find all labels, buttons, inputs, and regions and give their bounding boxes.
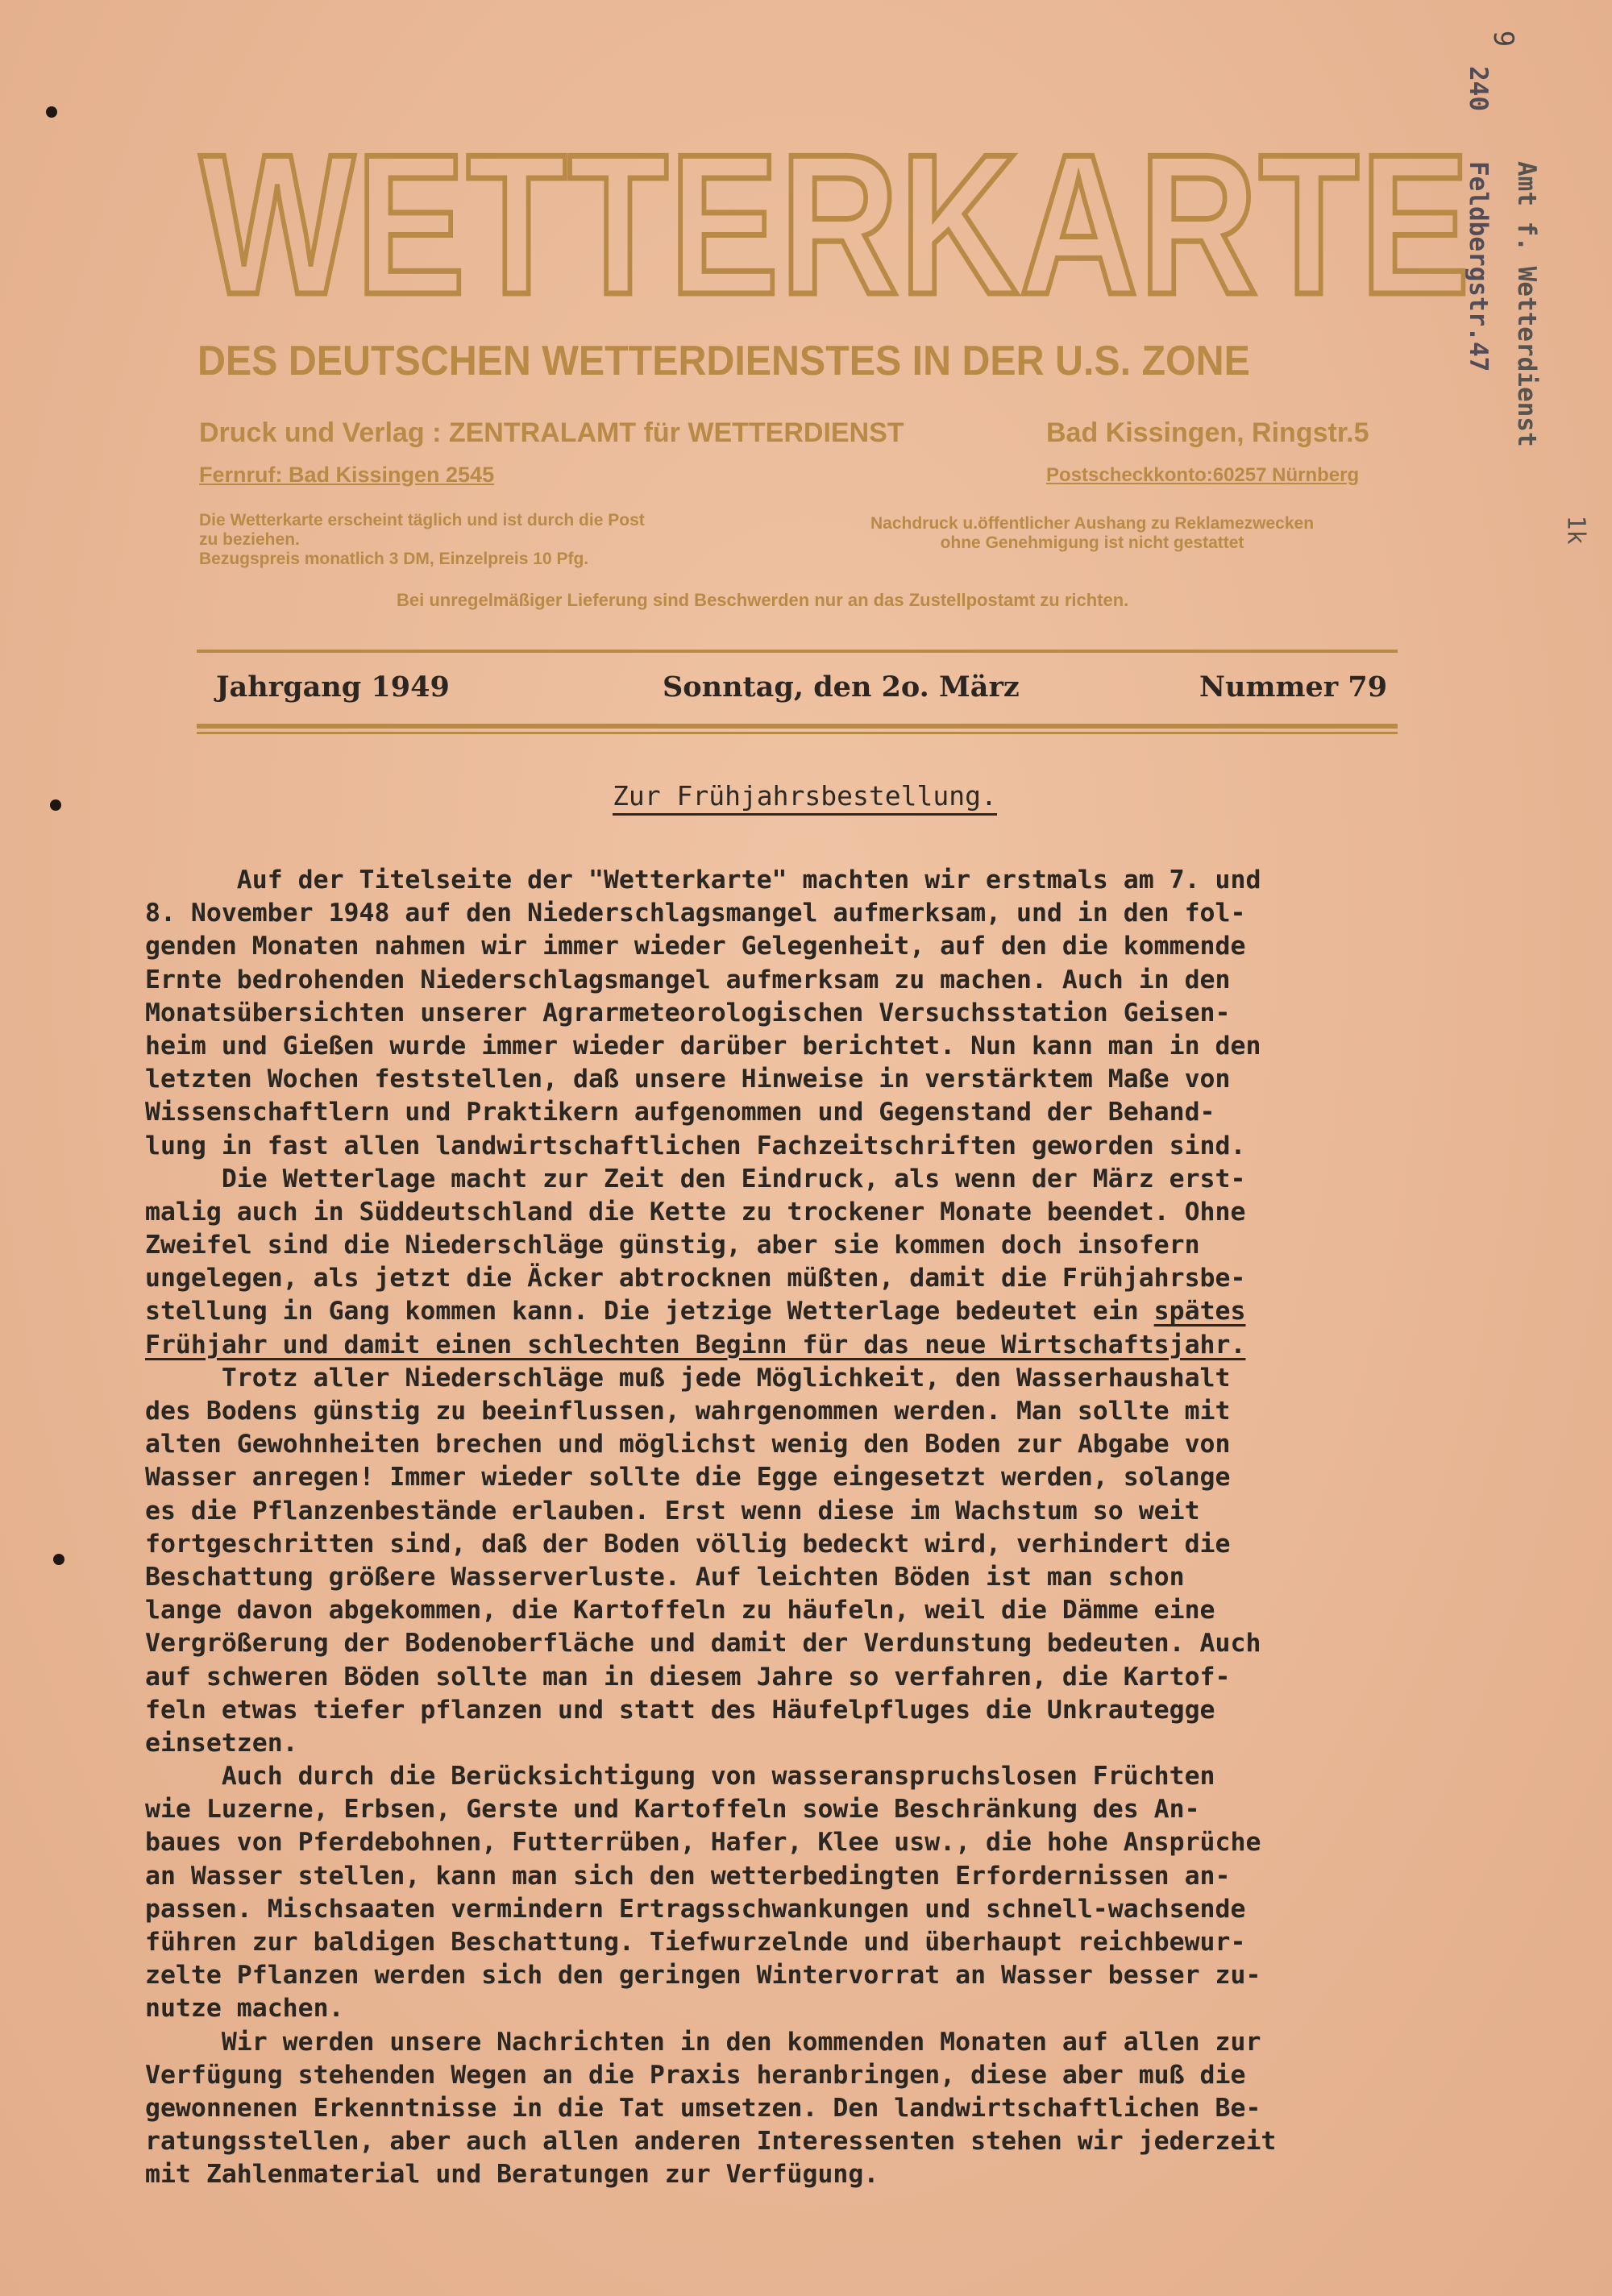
divider-rule: [197, 732, 1398, 734]
notice-line: Nachdruck u.öffentlicher Aushang zu Reklamezwecken: [870, 514, 1315, 533]
article-line: mit Zahlenmaterial und Beratungen zur Verfügung.: [145, 2160, 879, 2190]
article-line: Trotz aller Niederschläge muß jede Möglichkeit, den Wasserhaushalt: [145, 1363, 1231, 1393]
article-line: Auf der Titelseite der "Wetterkarte" machten wir erstmals am 7. und: [145, 866, 1261, 895]
article-line: Ernte bedrohenden Niederschlagsmangel aufmerksam zu machen. Auch in den: [145, 965, 1231, 994]
article-line: ratungsstellen, aber auch allen anderen Interessenten stehen wir jederzeit: [145, 2127, 1277, 2157]
article-line: nutze machen.: [145, 1994, 344, 2024]
article-line: genden Monaten nahmen wir immer wieder Gelegenheit, auf den die kommende: [145, 932, 1246, 961]
article-line: 8. November 1948 auf den Niederschlagsmangel aufmerksam, und in den fol-: [145, 899, 1246, 928]
article-line: Frühjahr und damit einen schlechten Beginn für das neue Wirtschaftsjahr.: [145, 1330, 1246, 1360]
article-line: passen. Mischsaaten vermindern Ertragsschwankungen und schnell-wachsende: [145, 1894, 1246, 1924]
masthead-subtitle: DES DEUTSCHEN WETTERDIENSTES IN DER U.S. ZONE: [197, 338, 1250, 384]
article-line: einsetzen.: [145, 1728, 298, 1758]
article-line: auf schweren Böden sollte man in diesem Jahre so verfahren, die Kartof-: [145, 1662, 1231, 1692]
article-heading: Zur Frühjahrsbestellung.: [613, 780, 997, 816]
article-line: stellung in Gang kommen kann. Die jetzige Wetterlage bedeutet ein spätes: [145, 1297, 1246, 1327]
side-mark: 1k: [1561, 515, 1590, 545]
article-line: zelte Pflanzen werden sich den geringen Wintervorrat an Wasser besser zu-: [145, 1961, 1261, 1991]
phone: Fernruf: Bad Kissingen 2545: [199, 463, 495, 487]
divider-rule: [197, 650, 1398, 653]
article-line: gewonnenen Erkenntnisse in die Tat umsetzen. Den landwirtschaftlichen Be-: [145, 2093, 1261, 2123]
divider-rule: [197, 724, 1398, 729]
publisher: Druck und Verlag : ZENTRALAMT für WETTERDIENST: [199, 417, 904, 448]
reprint-notice: [870, 514, 1314, 553]
article-line: feln etwas tiefer pflanzen und statt des Häufelpfluges die Unkrautegge: [145, 1695, 1215, 1725]
article-line: es die Pflanzenbestände erlauben. Erst wenn diese im Wachstum so weit: [145, 1496, 1200, 1526]
article-line: Wasser anregen! Immer wieder sollte die Egge eingesetzt werden, solange: [145, 1463, 1231, 1493]
subscription-notice: [199, 511, 645, 569]
article-line: Zweifel sind die Niederschläge günstig, aber sie kommen doch insofern: [145, 1231, 1200, 1260]
article-line: alten Gewohnheiten brechen und möglichst wenig den Boden zur Abgabe von: [145, 1430, 1231, 1459]
article-line: Auch durch die Berücksichtigung von wasseranspruchslosen Früchten: [145, 1762, 1215, 1792]
article-body: [145, 864, 1483, 2192]
article-line: Wir werden unsere Nachrichten in den kommenden Monaten auf allen zur: [145, 2027, 1261, 2057]
stamp-code: 240: [1464, 66, 1493, 111]
delivery-complaint-notice: Bei unregelmäßiger Lieferung sind Beschwerden nur an das Zustellpostamt zu richten.: [397, 590, 1129, 610]
article-line: an Wasser stellen, kann man sich den wetterbedingten Erfordernissen an-: [145, 1861, 1231, 1891]
issue-year: Jahrgang 1949: [216, 671, 450, 704]
article-line: führen zur baldigen Beschattung. Tiefwurzelnde und überhaupt reichbewur-: [145, 1928, 1246, 1957]
issue-date: Sonntag, den 2o. März: [663, 671, 1020, 704]
article-line: Wissenschaftlern und Praktikern aufgenommen und Gegenstand der Behand-: [145, 1098, 1215, 1127]
address: Bad Kissingen, Ringstr.5: [1046, 417, 1369, 448]
article-line: Die Wetterlage macht zur Zeit den Eindruck, als wenn der März erst-: [145, 1164, 1246, 1194]
masthead-title: [200, 112, 1472, 336]
article-line: fortgeschritten sind, daß der Boden völlig bedeckt wird, verhindert die: [145, 1529, 1231, 1559]
punch-hole: [46, 106, 57, 118]
article-line: Vergrößerung der Bodenoberfläche und damit der Verdunstung bedeuten. Auch: [145, 1629, 1261, 1659]
notice-line: zu beziehen.: [199, 530, 300, 549]
article-line: des Bodens günstig zu beeinflussen, wahrgenommen werden. Man sollte mit: [145, 1397, 1231, 1426]
article-line: Monatsübersichten unserer Agrarmeteorologischen Versuchsstation Geisen-: [145, 998, 1231, 1028]
punch-hole: [50, 799, 61, 811]
article-line: heim und Gießen wurde immer wieder darüber berichtet. Nun kann man in den: [145, 1031, 1261, 1061]
punch-hole: [53, 1554, 64, 1565]
issue-number: Nummer 79: [1199, 671, 1388, 704]
notice-line: Bezugspreis monatlich 3 DM, Einzelpreis 10 Pfg.: [199, 550, 589, 568]
masthead-title-text: WETTERKARTE: [200, 112, 1472, 336]
article-line: baues von Pferdebohnen, Futterrüben, Hafer, Klee usw., die hohe Ansprüche: [145, 1828, 1261, 1858]
stamp-office: Amt f. Wetterdienst: [1512, 161, 1541, 447]
article-line: Verfügung stehenden Wegen an die Praxis heranbringen, diese aber muß die: [145, 2060, 1246, 2090]
article-line: malig auch in Süddeutschland die Kette zu trockener Monate beendet. Ohne: [145, 1197, 1246, 1227]
notice-line: ohne Genehmigung ist nicht gestattet: [940, 534, 1244, 552]
article-line: Beschattung größere Wasserverluste. Auf leichten Böden ist man schon: [145, 1562, 1185, 1592]
postcheck-account: Postscheckkonto:60257 Nürnberg: [1046, 464, 1360, 486]
article-line: ungelegen, als jetzt die Äcker abtrocknen müßten, damit die Frühjahrsbe-: [145, 1264, 1246, 1293]
article-line: letzten Wochen feststellen, daß unsere Hinweise in verstärktem Maße von: [145, 1065, 1231, 1094]
corner-mark: 9: [1487, 30, 1520, 48]
article-line: lung in fast allen landwirtschaftlichen Fachzeitschriften geworden sind.: [145, 1131, 1246, 1160]
article-line: wie Luzerne, Erbsen, Gerste und Kartoffeln sowie Beschränkung des An-: [145, 1795, 1200, 1825]
article-line: lange davon abgekommen, die Kartoffeln zu häufeln, weil die Dämme eine: [145, 1596, 1215, 1625]
notice-line: Die Wetterkarte erscheint täglich und ist durch die Post: [199, 511, 645, 529]
stamp-street: Feldbergstr.47: [1464, 161, 1493, 372]
